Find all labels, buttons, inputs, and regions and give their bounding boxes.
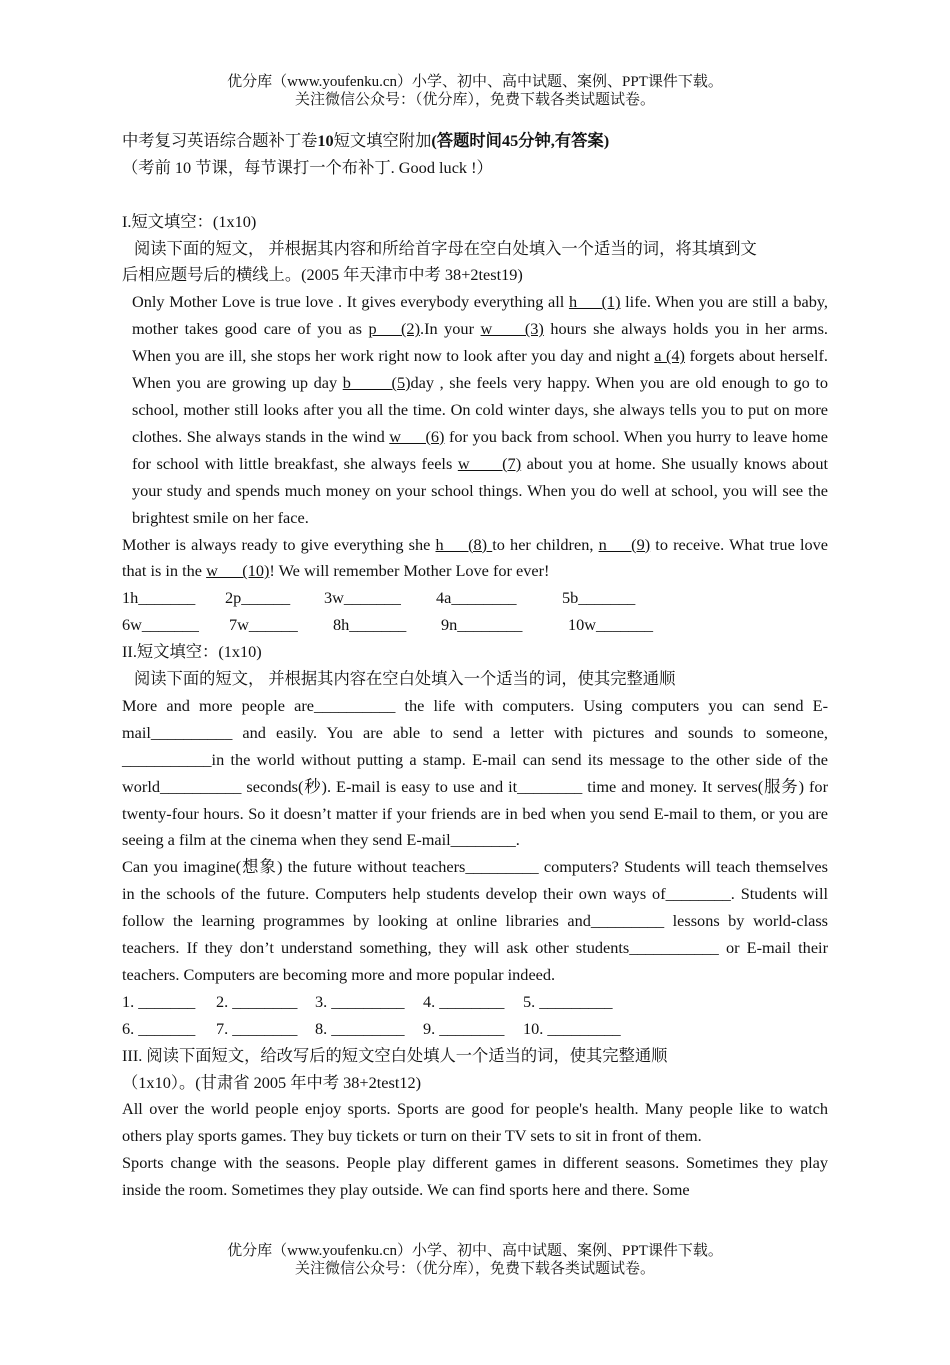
page-footer: [0, 1242, 950, 1278]
section2-answer-row-2: [122, 1016, 828, 1043]
section1-passage: Only Mother Love is true love . It gives everybody everything all h___(1) life. When you are still a baby, mother takes good care of you as p___(2).In your w____(3) hours she always holds you in her arms. When you are ill, she stops her work right now to look after you day and night a (4) forgets about herself. When you are growing up day b_____(5)day , she feels very happy. When you are old enough to go to school, mother still looks after you all the time. On cold winter days, she always tells you to put on more clothes. She always stands in the wind w___(6) for you back from school. When you hurry to leave home for school with little breakfast, she always feels w____(7) about you at home. She usually knows about your study and spends much money on your school things. When you do well at school, you will see the brightest smile on her face.: [132, 292, 829, 527]
blank-8: h___(8): [435, 534, 493, 554]
section2-paragraph-2: Can you imagine(想象) the future without teachers_________ computers? Students will teach themselves in the schools of the future. Computers help students develop their own ways of________. Students will follow the learning programmes by looking at online libraries and_________ lessons by world-class teachers. If they don’t understand something, they will ask other students___________ or E-mail their teachers. Computers are becoming more and more popular indeed.: [122, 857, 828, 984]
answer-blank[interactable]: 7. ________: [216, 1018, 298, 1038]
answer-blank[interactable]: 9. ________: [423, 1018, 505, 1038]
answer-blank[interactable]: 2p______: [225, 588, 291, 608]
document-body: [122, 128, 828, 1204]
blank-7: w____(7): [457, 453, 522, 473]
footer-line-2: 关注微信公众号：（优分库），免费下载各类试题试卷。: [294, 1261, 655, 1277]
answer-blank[interactable]: 4. ________: [423, 991, 505, 1011]
answer-blank[interactable]: 4a________: [436, 588, 517, 608]
blank-1: h___(1): [568, 292, 621, 312]
answer-blank[interactable]: 7w______: [229, 615, 298, 635]
answer-blank[interactable]: 8. _________: [315, 1018, 405, 1038]
section3-heading-2: （1x10）。(甘肃省 2005 年中考 38+2test12): [122, 1072, 422, 1092]
blank-line: [122, 182, 828, 209]
blank-5: b_____(5): [342, 373, 411, 393]
section2-instruction: 阅读下面的短文， 并根据其内容在空白处填入一个适当的词，使其完整通顺: [134, 668, 676, 688]
section1-heading: I.短文填空：(1x10): [122, 211, 257, 231]
section1-instruction-b: 后相应题号后的横线上。(2005 年天津市中考 38+2test19): [122, 265, 523, 285]
footer-line-1: 优分库（www.youfenku.cn）小学、初中、高中试题、案例、PPT课件下载。: [227, 1243, 723, 1259]
header-line-2: 关注微信公众号：（优分库），免费下载各类试题试卷。: [294, 92, 655, 108]
answer-blank[interactable]: 10w_______: [568, 615, 654, 635]
header-line-1: 优分库（www.youfenku.cn）小学、初中、高中试题、案例、PPT课件下载。: [227, 74, 723, 90]
answer-blank[interactable]: 2. ________: [216, 991, 298, 1011]
section3-paragraph-1: All over the world people enjoy sports. Sports are good for people's health. Many people like to watch others play sports games. They buy tickets or turn on their TV sets to sit in front of them.: [122, 1099, 828, 1146]
answer-blank[interactable]: 8h_______: [333, 615, 407, 635]
section2-heading: II.短文填空：(1x10): [122, 642, 262, 662]
answer-blank[interactable]: 1. _______: [122, 991, 196, 1011]
section2-paragraph-1: More and more people are__________ the life with computers. Using computers you can send E-mail__________ and easily. You are able to send a letter with pictures and sounds to someone, ___________in the world without putting a stamp. E-mail can send its message to the other side of the world__________ seconds(秒). E-mail is easy to use and it________ time and money. It serves(服务) for twenty-four hours. So it doesn’t matter if your friends are in bed when you send E-mail to them, or you are seeing a film at the cinema when they send E-mail________.: [122, 695, 828, 850]
section3-paragraph-2: Sports change with the seasons. People play different games in different seasons. Sometimes they play inside the room. Sometimes they play outside. We can find sports here and there. Some: [122, 1153, 828, 1200]
section1-answer-row-1: [122, 585, 828, 612]
answer-blank[interactable]: 1h_______: [122, 588, 196, 608]
section1-answer-row-2: [122, 612, 828, 639]
answer-blank[interactable]: 9n________: [441, 615, 523, 635]
blank-3: w____(3): [480, 319, 544, 339]
answer-blank[interactable]: 3w_______: [324, 588, 401, 608]
answer-blank[interactable]: 5. _________: [523, 991, 613, 1011]
answer-blank[interactable]: 6. _______: [122, 1018, 196, 1038]
blank-4: a (4): [654, 346, 685, 366]
answer-blank[interactable]: 5b_______: [562, 588, 636, 608]
section2-answer-row-1: [122, 989, 828, 1016]
blank-9: n___(9): [598, 534, 651, 554]
answer-blank[interactable]: 6w_______: [122, 615, 199, 635]
section1-instruction-a: 阅读下面的短文， 并根据其内容和所给首字母在空白处填入一个适当的词，将其填到文: [134, 238, 757, 258]
blank-2: p___(2): [368, 319, 420, 339]
page-title: 中考复习英语综合题补丁卷10短文填空附加(答题时间45分钟,有答案): [122, 131, 610, 150]
section3-heading: III. 阅读下面短文，给改写后的短文空白处填人一个适当的词，使其完整通顺: [122, 1045, 668, 1065]
page-header: [0, 73, 950, 109]
page-subtitle: （考前 10 节课，每节课打一个布补丁. Good luck !）: [122, 157, 493, 177]
blank-6: w___(6): [389, 426, 445, 446]
blank-10: w___(10): [206, 561, 270, 581]
answer-blank[interactable]: 3. _________: [315, 991, 405, 1011]
section1-passage-end: Mother is always ready to give everything she h___(8) to her children, n___(9) to receive. What true love that is in the w___(10)! We will remember Mother Love for ever!: [122, 534, 828, 581]
answer-blank[interactable]: 10. _________: [523, 1018, 621, 1038]
